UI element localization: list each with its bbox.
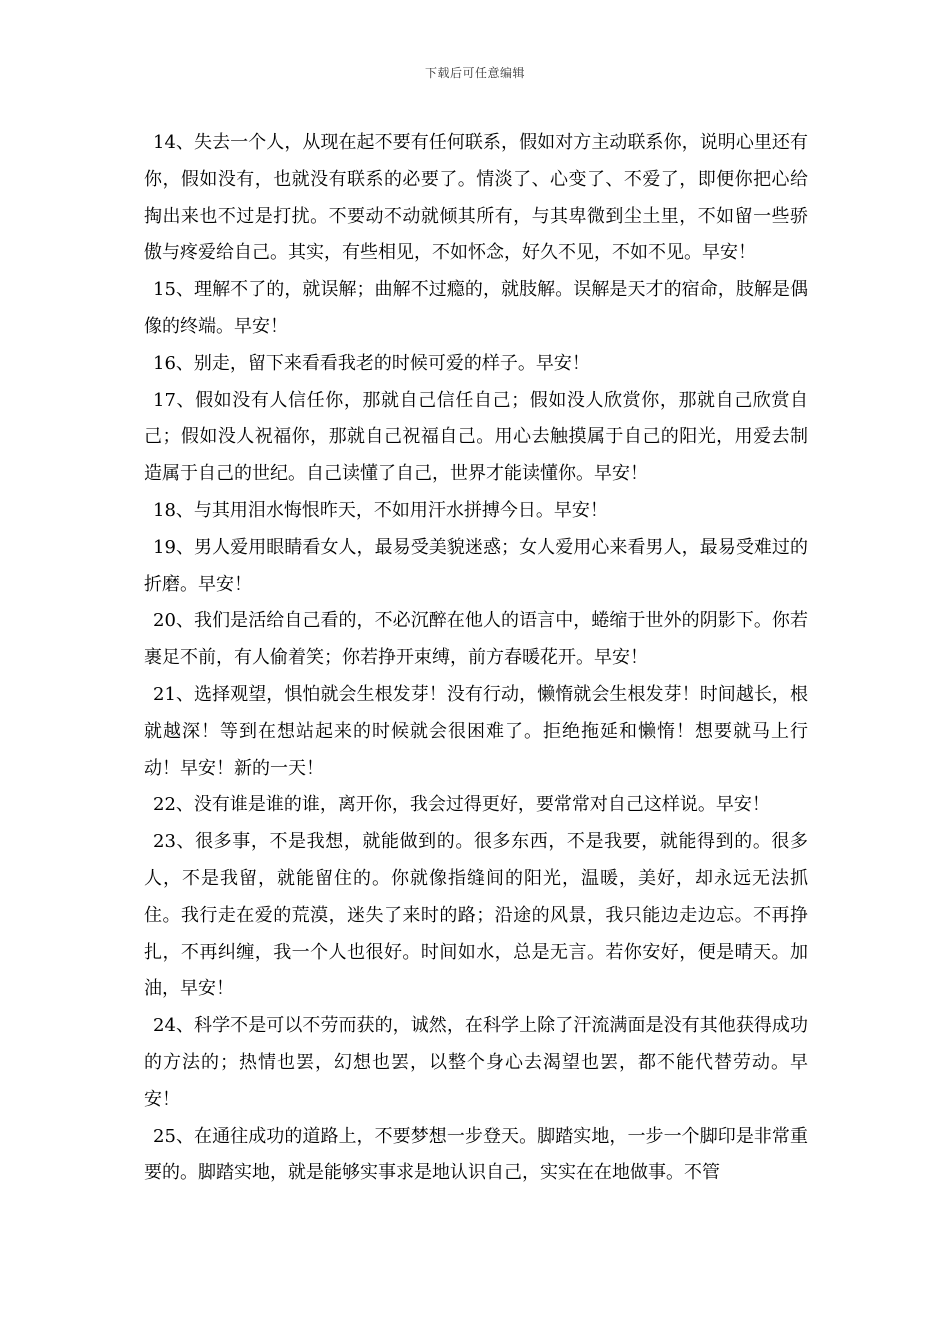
- paragraph-18: 18、与其用泪水悔恨昨天，不如用汗水拼搏今日。早安！: [153, 499, 608, 521]
- paragraph-17: 17、假如没有人信任你，那就自己信任自己；假如没人欣赏你，那就自己欣赏自己；假如没人祝福你，那就自己祝福自己。用心去触摸属于自己的阳光，用爱去制造属于自己的世纪。自己读懂了自己，世界才能读懂你。早安！: [144, 389, 808, 485]
- paragraph-23: 23、很多事，不是我想，就能做到的。很多东西，不是我要，就能得到的。很多人，不是我留，就能留住的。你就像指缝间的阳光，温暖，美好，却永远无法抓住。我行走在爱的荒漠，迷失了来时的路；沿途的风景，我只能边走边忘。不再挣扎，不再纠缠，我一个人也很好。时间如水，总是无言。若你安好，便是晴天。加油，早安！: [144, 831, 808, 1000]
- paragraph-16: 16、别走，留下来看看我老的时候可爱的样子。早安！: [153, 352, 590, 374]
- paragraph-25: 25、在通往成功的道路上，不要梦想一步登天。脚踏实地，一步一个脚印是非常重要的。脚踏实地，就是能够实事求是地认识自己，实实在在地做事。不管: [144, 1125, 808, 1184]
- paragraph-22: 22、没有谁是谁的谁，离开你，我会过得更好，要常常对自己这样说。早安！: [153, 794, 770, 816]
- page-header: 下载后可任意编辑: [424, 66, 525, 80]
- document-body: [144, 125, 808, 1192]
- paragraph-24: 24、科学不是可以不劳而获的，诚然，在科学上除了汗流满面是没有其他获得成功的方法的；热情也罢，幻想也罢，以整个身心去渴望也罢，都不能代替劳动。早安！: [144, 1015, 808, 1110]
- paragraph-21: 21、选择观望，惧怕就会生根发芽！没有行动，懒惰就会生根发芽！时间越长，根就越深！等到在想站起来的时候就会很困难了。拒绝拖延和懒惰！想要就马上行动！早安！新的一天！: [144, 683, 808, 779]
- paragraph-20: 20、我们是活给自己看的，不必沉醉在他人的语言中，蜷缩于世外的阴影下。你若裹足不前，有人偷着笑；你若挣开束缚，前方春暖花开。早安！: [144, 610, 808, 669]
- paragraph-15: 15、理解不了的，就误解；曲解不过瘾的，就肢解。误解是天才的宿命，肢解是偶像的终端。早安！: [144, 279, 808, 337]
- paragraph-19: 19、男人爱用眼睛看女人，最易受美貌迷惑；女人爱用心来看男人，最易受难过的折磨。早安！: [144, 536, 808, 595]
- paragraph-14: 14、失去一个人，从现在起不要有任何联系，假如对方主动联系你，说明心里还有你，假如没有，也就没有联系的必要了。情淡了、心变了、不爱了，即便你把心给掏出来也不过是打扰。不要动不动就倾其所有，与其卑微到尘土里，不如留一些骄傲与疼爱给自己。其实，有些相见，不如怀念，好久不见，不如不见。早安！: [144, 132, 808, 264]
